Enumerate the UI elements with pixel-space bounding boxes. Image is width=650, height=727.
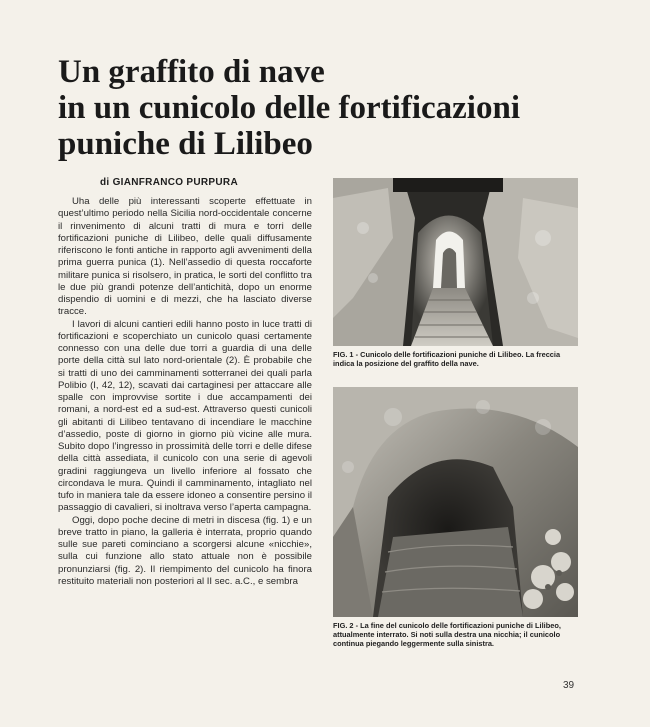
article-title	[58, 54, 618, 162]
article-body	[58, 196, 312, 588]
body-paragraph: I lavori di alcuni cantieri edili hanno posto in luce tratti di fortificazioni e scoperchiato un cunicolo quasi certamente connesso con una delle due torri a guardia di una delle porte della città sul lato nord-orientale (2). È probabile che si tratti di uno dei camminamenti sotterranei dei quali parla Polibio (I, 42, 12), scavati dai cartaginesi per attaccare alle spalle con improvvise sortite i due accampamenti dei romani, a nord-est ed a sud-est. Attraverso questi cunicoli gli abitanti di Lilibeo tentavano di incendiare le macchine d’assedio, poste di giorno in giorno più vicine alle mura. Subito dopo l’ingresso in prossimità delle torri e delle difese della città assediata, il cunicolo con una serie di agevoli gradini raggiungeva un livello inferiore al fossato che circondava le mura. Quindi il camminamento, intagliato nel tufo in maniera tale da essere idoneo a consentire persino il passaggio di cavalieri, si inoltrava verso l’aperta campagna.	[58, 318, 312, 514]
figure-2-photo	[333, 387, 578, 617]
title-line-1: Un graffito di nave	[58, 54, 325, 90]
body-paragraph: Oggi, dopo poche decine di metri in discesa (fig. 1) e un breve tratto in piano, la galleria è interrata, proprio quando sulle sue pareti cominciano a scorgersi alcune «nicchie», sulla cui funzione allo stato attuale non è possibile pronunziarsi (fig. 2). Il riempimento del cunicolo ha finora restituito materiali non posteriori al II sec. a.C., e sembra	[58, 514, 312, 587]
title-line-2: in un cunicolo delle fortificazioni	[58, 90, 520, 126]
figure-1-caption: FIG. 1 - Cunicolo delle fortificazioni puniche di Lilibeo. La freccia indica la posizione del graffito della nave.	[333, 350, 561, 368]
author-byline: di GIANFRANCO PURPURA	[100, 177, 238, 188]
title-line-3: puniche di Lilibeo	[58, 126, 313, 162]
figure-2-caption: FIG. 2 - La fine del cunicolo delle fortificazioni puniche di Lilibeo, attualmente interrato. Si noti sulla destra una nicchia; il cunicolo continua piegando leggermente sulla sinistra.	[333, 621, 561, 648]
page-number: 39	[563, 680, 575, 691]
figure-1-photo	[333, 178, 578, 346]
body-paragraph: Uha delle più interessanti scoperte effettuate in quest’ultimo periodo nella Sicilia nord-occidentale concerne il rinvenimento di alcuni tratti di mura e torri delle fortificazioni puniche di Lilibeo, delle quali diffusamente riferiscono le fonti antiche in rapporto agli avvenimenti della prima guerra punica (1). Nell’assedio di questa roccaforte militare punica si risolsero, in pratica, le sorti del conflitto tra le due più grandi potenze dell’antichità, dopo un enorme dispendio di uomini e di mezzi, che ha lasciato diverse tracce.	[58, 196, 312, 318]
